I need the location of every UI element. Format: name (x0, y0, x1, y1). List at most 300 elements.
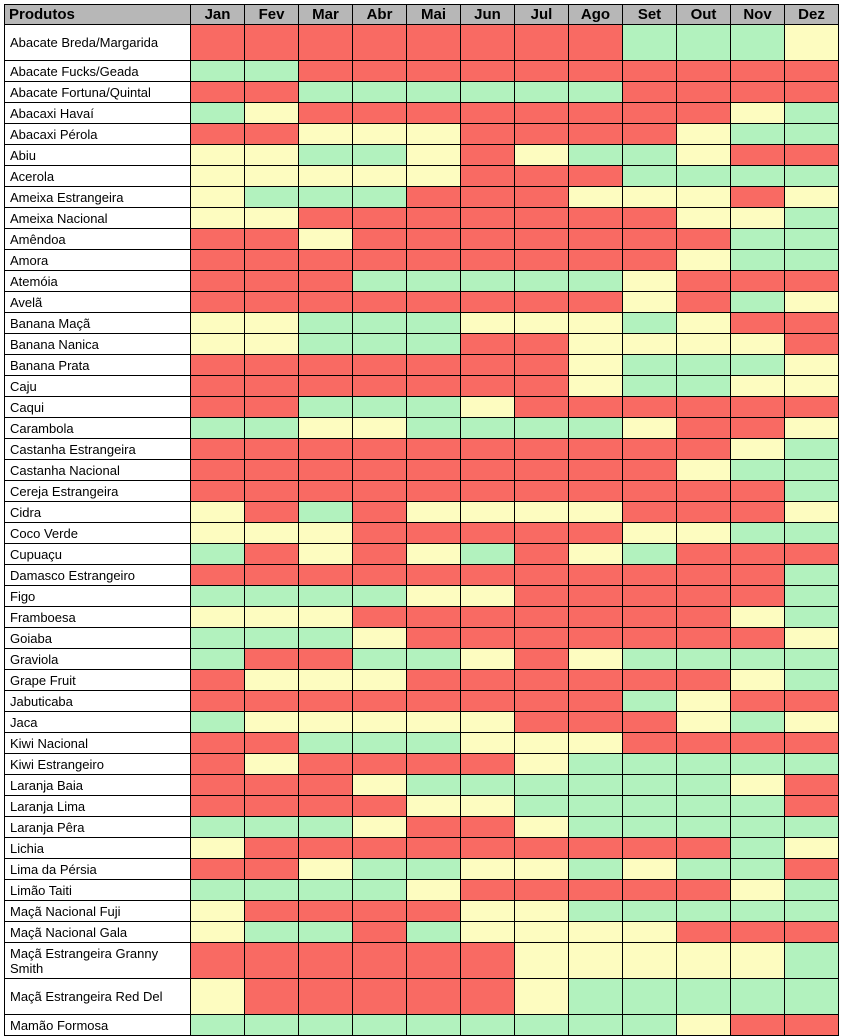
month-cell (785, 187, 839, 208)
month-cell (191, 460, 245, 481)
month-cell (245, 376, 299, 397)
month-cell (515, 922, 569, 943)
month-cell (353, 859, 407, 880)
month-cell (785, 439, 839, 460)
month-cell (569, 208, 623, 229)
table-row (5, 313, 839, 334)
month-cell (677, 229, 731, 250)
month-cell (407, 1015, 461, 1036)
month-cell (515, 124, 569, 145)
month-cell (353, 838, 407, 859)
month-cell (569, 691, 623, 712)
month-cell (407, 334, 461, 355)
month-cell (353, 229, 407, 250)
table-row (5, 859, 839, 880)
month-cell (515, 649, 569, 670)
month-cell (353, 796, 407, 817)
header-row (5, 5, 839, 25)
month-cell (461, 901, 515, 922)
month-cell (299, 397, 353, 418)
month-cell (407, 607, 461, 628)
month-cell (407, 460, 461, 481)
month-cell (461, 649, 515, 670)
month-cell (731, 166, 785, 187)
month-cell (515, 628, 569, 649)
product-name: Cupuaçu (5, 544, 191, 565)
month-cell (461, 61, 515, 82)
month-cell (191, 838, 245, 859)
month-cell (245, 292, 299, 313)
month-cell (785, 292, 839, 313)
month-cell (461, 796, 515, 817)
month-cell (461, 292, 515, 313)
month-cell (461, 103, 515, 124)
month-cell (569, 25, 623, 61)
month-cell (731, 754, 785, 775)
month-cell (515, 754, 569, 775)
month-cell (461, 25, 515, 61)
month-cell (353, 544, 407, 565)
month-cell (623, 313, 677, 334)
month-cell (623, 292, 677, 313)
month-cell (623, 82, 677, 103)
product-name: Jaca (5, 712, 191, 733)
month-cell (245, 418, 299, 439)
month-cell (623, 439, 677, 460)
month-cell (407, 817, 461, 838)
table-row (5, 733, 839, 754)
month-cell (461, 979, 515, 1015)
month-cell (353, 355, 407, 376)
month-cell (731, 775, 785, 796)
month-cell (515, 943, 569, 979)
month-cell (515, 817, 569, 838)
month-cell (515, 565, 569, 586)
table-row (5, 481, 839, 502)
month-cell (677, 775, 731, 796)
month-cell (461, 460, 515, 481)
month-cell (785, 502, 839, 523)
month-cell (461, 166, 515, 187)
month-cell (731, 979, 785, 1015)
month-cell (353, 670, 407, 691)
month-cell (515, 418, 569, 439)
month-cell (569, 838, 623, 859)
month-cell (299, 817, 353, 838)
month-cell (299, 901, 353, 922)
month-cell (191, 208, 245, 229)
month-cell (461, 712, 515, 733)
month-cell (677, 523, 731, 544)
month-cell (461, 754, 515, 775)
month-cell (731, 250, 785, 271)
month-cell (353, 166, 407, 187)
month-cell (299, 733, 353, 754)
month-cell (731, 481, 785, 502)
month-cell (677, 376, 731, 397)
header-month: Out (677, 5, 731, 25)
month-cell (191, 376, 245, 397)
month-cell (191, 439, 245, 460)
table-row (5, 334, 839, 355)
product-name: Kiwi Estrangeiro (5, 754, 191, 775)
month-cell (407, 796, 461, 817)
month-cell (569, 628, 623, 649)
month-cell (731, 229, 785, 250)
month-cell (461, 607, 515, 628)
table-row (5, 145, 839, 166)
month-cell (677, 208, 731, 229)
month-cell (245, 229, 299, 250)
month-cell (407, 145, 461, 166)
month-cell (677, 145, 731, 166)
month-cell (623, 859, 677, 880)
month-cell (785, 922, 839, 943)
month-cell (299, 187, 353, 208)
month-cell (191, 187, 245, 208)
product-name: Kiwi Nacional (5, 733, 191, 754)
month-cell (731, 439, 785, 460)
month-cell (299, 712, 353, 733)
month-cell (515, 376, 569, 397)
month-cell (299, 208, 353, 229)
month-cell (191, 418, 245, 439)
month-cell (407, 523, 461, 544)
month-cell (785, 649, 839, 670)
month-cell (731, 145, 785, 166)
month-cell (299, 145, 353, 166)
table-row (5, 502, 839, 523)
month-cell (569, 565, 623, 586)
table-row (5, 376, 839, 397)
month-cell (245, 208, 299, 229)
month-cell (407, 733, 461, 754)
month-cell (731, 712, 785, 733)
month-cell (407, 922, 461, 943)
month-cell (623, 712, 677, 733)
table-row (5, 565, 839, 586)
month-cell (515, 61, 569, 82)
month-cell (407, 271, 461, 292)
table-row (5, 25, 839, 61)
month-cell (407, 544, 461, 565)
month-cell (731, 502, 785, 523)
month-cell (191, 145, 245, 166)
month-cell (623, 229, 677, 250)
month-cell (785, 880, 839, 901)
month-cell (245, 943, 299, 979)
month-cell (785, 418, 839, 439)
month-cell (569, 187, 623, 208)
month-cell (353, 880, 407, 901)
month-cell (299, 271, 353, 292)
month-cell (461, 586, 515, 607)
month-cell (623, 586, 677, 607)
month-cell (299, 292, 353, 313)
month-cell (353, 586, 407, 607)
product-name: Framboesa (5, 607, 191, 628)
product-name: Coco Verde (5, 523, 191, 544)
month-cell (461, 208, 515, 229)
month-cell (461, 229, 515, 250)
month-cell (515, 670, 569, 691)
month-cell (569, 712, 623, 733)
month-cell (569, 670, 623, 691)
month-cell (245, 901, 299, 922)
month-cell (731, 523, 785, 544)
month-cell (677, 481, 731, 502)
month-cell (623, 460, 677, 481)
month-cell (569, 439, 623, 460)
table-row (5, 712, 839, 733)
month-cell (623, 565, 677, 586)
product-name: Castanha Estrangeira (5, 439, 191, 460)
month-cell (785, 733, 839, 754)
month-cell (245, 313, 299, 334)
header-month: Jan (191, 5, 245, 25)
month-cell (731, 901, 785, 922)
product-name: Maçã Estrangeira Granny Smith (5, 943, 191, 979)
month-cell (191, 796, 245, 817)
month-cell (245, 334, 299, 355)
month-cell (407, 292, 461, 313)
month-cell (731, 61, 785, 82)
month-cell (569, 649, 623, 670)
month-cell (191, 544, 245, 565)
month-cell (785, 145, 839, 166)
month-cell (569, 607, 623, 628)
month-cell (731, 418, 785, 439)
month-cell (461, 691, 515, 712)
month-cell (569, 754, 623, 775)
month-cell (677, 502, 731, 523)
month-cell (677, 712, 731, 733)
table-row (5, 250, 839, 271)
month-cell (569, 502, 623, 523)
month-cell (191, 775, 245, 796)
month-cell (461, 502, 515, 523)
month-cell (677, 439, 731, 460)
product-name: Abacate Fucks/Geada (5, 61, 191, 82)
month-cell (677, 733, 731, 754)
month-cell (623, 838, 677, 859)
table-row (5, 901, 839, 922)
month-cell (785, 859, 839, 880)
month-cell (191, 397, 245, 418)
month-cell (785, 166, 839, 187)
month-cell (191, 733, 245, 754)
product-name: Ameixa Nacional (5, 208, 191, 229)
product-name: Jabuticaba (5, 691, 191, 712)
product-name: Caju (5, 376, 191, 397)
month-cell (515, 607, 569, 628)
month-cell (353, 649, 407, 670)
month-cell (677, 250, 731, 271)
month-cell (461, 943, 515, 979)
product-name: Ameixa Estrangeira (5, 187, 191, 208)
month-cell (731, 670, 785, 691)
month-cell (677, 544, 731, 565)
month-cell (245, 1015, 299, 1036)
month-cell (515, 838, 569, 859)
month-cell (731, 313, 785, 334)
month-cell (191, 166, 245, 187)
month-cell (623, 25, 677, 61)
month-cell (569, 103, 623, 124)
month-cell (461, 733, 515, 754)
month-cell (515, 25, 569, 61)
month-cell (785, 250, 839, 271)
product-name: Amêndoa (5, 229, 191, 250)
month-cell (353, 103, 407, 124)
product-name: Figo (5, 586, 191, 607)
month-cell (245, 628, 299, 649)
month-cell (245, 565, 299, 586)
month-cell (353, 376, 407, 397)
month-cell (731, 628, 785, 649)
month-cell (461, 775, 515, 796)
month-cell (785, 271, 839, 292)
month-cell (569, 145, 623, 166)
product-name: Maçã Nacional Gala (5, 922, 191, 943)
month-cell (461, 313, 515, 334)
month-cell (623, 670, 677, 691)
month-cell (245, 754, 299, 775)
month-cell (245, 355, 299, 376)
table-row (5, 922, 839, 943)
month-cell (785, 61, 839, 82)
table-row (5, 418, 839, 439)
month-cell (191, 313, 245, 334)
month-cell (407, 61, 461, 82)
month-cell (299, 523, 353, 544)
table-row (5, 208, 839, 229)
month-cell (407, 208, 461, 229)
month-cell (407, 859, 461, 880)
month-cell (623, 733, 677, 754)
month-cell (569, 124, 623, 145)
month-cell (623, 418, 677, 439)
month-cell (677, 628, 731, 649)
month-cell (191, 250, 245, 271)
header-month: Jul (515, 5, 569, 25)
month-cell (569, 292, 623, 313)
month-cell (731, 838, 785, 859)
month-cell (515, 880, 569, 901)
month-cell (191, 229, 245, 250)
month-cell (461, 670, 515, 691)
month-cell (407, 754, 461, 775)
month-cell (407, 901, 461, 922)
month-cell (785, 82, 839, 103)
month-cell (623, 250, 677, 271)
month-cell (353, 943, 407, 979)
month-cell (191, 61, 245, 82)
month-cell (785, 334, 839, 355)
header-month: Ago (569, 5, 623, 25)
table-row (5, 439, 839, 460)
month-cell (191, 712, 245, 733)
month-cell (731, 376, 785, 397)
month-cell (569, 61, 623, 82)
product-name: Goiaba (5, 628, 191, 649)
product-name: Avelã (5, 292, 191, 313)
month-cell (731, 103, 785, 124)
month-cell (461, 271, 515, 292)
product-name: Grape Fruit (5, 670, 191, 691)
month-cell (515, 691, 569, 712)
month-cell (623, 880, 677, 901)
month-cell (353, 250, 407, 271)
month-cell (569, 334, 623, 355)
month-cell (515, 523, 569, 544)
month-cell (191, 502, 245, 523)
month-cell (245, 733, 299, 754)
table-row (5, 838, 839, 859)
product-name: Cereja Estrangeira (5, 481, 191, 502)
table-row (5, 229, 839, 250)
month-cell (515, 187, 569, 208)
month-cell (677, 649, 731, 670)
month-cell (515, 544, 569, 565)
month-cell (623, 61, 677, 82)
month-cell (245, 796, 299, 817)
month-cell (299, 481, 353, 502)
month-cell (407, 670, 461, 691)
month-cell (785, 523, 839, 544)
month-cell (515, 334, 569, 355)
month-cell (407, 775, 461, 796)
month-cell (353, 124, 407, 145)
month-cell (785, 397, 839, 418)
month-cell (677, 124, 731, 145)
month-cell (515, 271, 569, 292)
month-cell (191, 754, 245, 775)
month-cell (731, 796, 785, 817)
month-cell (731, 691, 785, 712)
month-cell (785, 565, 839, 586)
month-cell (299, 880, 353, 901)
month-cell (353, 775, 407, 796)
month-cell (515, 145, 569, 166)
month-cell (299, 124, 353, 145)
month-cell (353, 145, 407, 166)
product-name: Carambola (5, 418, 191, 439)
month-cell (353, 82, 407, 103)
month-cell (191, 82, 245, 103)
month-cell (569, 880, 623, 901)
month-cell (677, 355, 731, 376)
month-cell (245, 922, 299, 943)
product-name: Damasco Estrangeiro (5, 565, 191, 586)
table-body (5, 25, 839, 1036)
month-cell (407, 586, 461, 607)
seasonality-table (4, 4, 839, 1036)
month-cell (461, 82, 515, 103)
month-cell (515, 502, 569, 523)
month-cell (407, 481, 461, 502)
table-row (5, 544, 839, 565)
month-cell (623, 943, 677, 979)
month-cell (407, 439, 461, 460)
month-cell (731, 649, 785, 670)
month-cell (731, 943, 785, 979)
month-cell (245, 439, 299, 460)
month-cell (569, 166, 623, 187)
month-cell (623, 544, 677, 565)
month-cell (299, 313, 353, 334)
month-cell (785, 355, 839, 376)
